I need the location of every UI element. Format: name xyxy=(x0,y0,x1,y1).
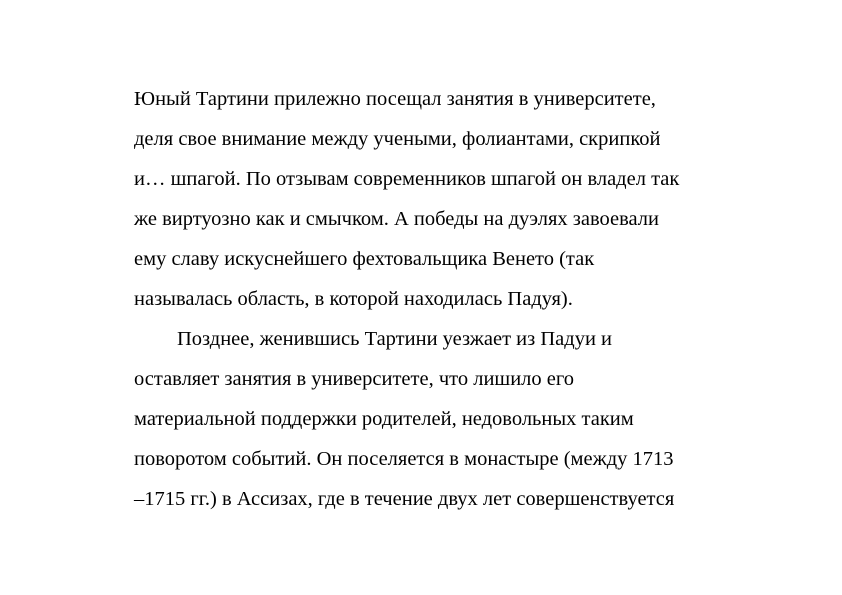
text-line: называлась область, в которой находилась Падуя). xyxy=(134,288,573,310)
text-line: деля свое внимание между учеными, фолиантами, скрипкой xyxy=(134,128,661,150)
text-line: и… шпагой. По отзывам современников шпагой он владел так xyxy=(134,168,680,190)
text-line: –1715 гг.) в Ассизах, где в течение двух лет совершенствуется xyxy=(134,488,675,510)
text-line: материальной поддержки родителей, недовольных таким xyxy=(134,408,634,430)
text-line-paragraph-start: Позднее, женившись Тартини уезжает из Падуи и xyxy=(177,328,613,350)
text-line: поворотом событий. Он поселяется в монастыре (между 1713 xyxy=(134,448,674,470)
text-line: же виртуозно как и смычком. А победы на дуэлях завоевали xyxy=(134,208,659,230)
text-line: Юный Тартини прилежно посещал занятия в университете, xyxy=(134,88,656,110)
document-text xyxy=(134,84,734,524)
text-line: ему славу искуснейшего фехтовальщика Венето (так xyxy=(134,248,595,270)
text-line: оставляет занятия в университете, что лишило его xyxy=(134,368,575,390)
